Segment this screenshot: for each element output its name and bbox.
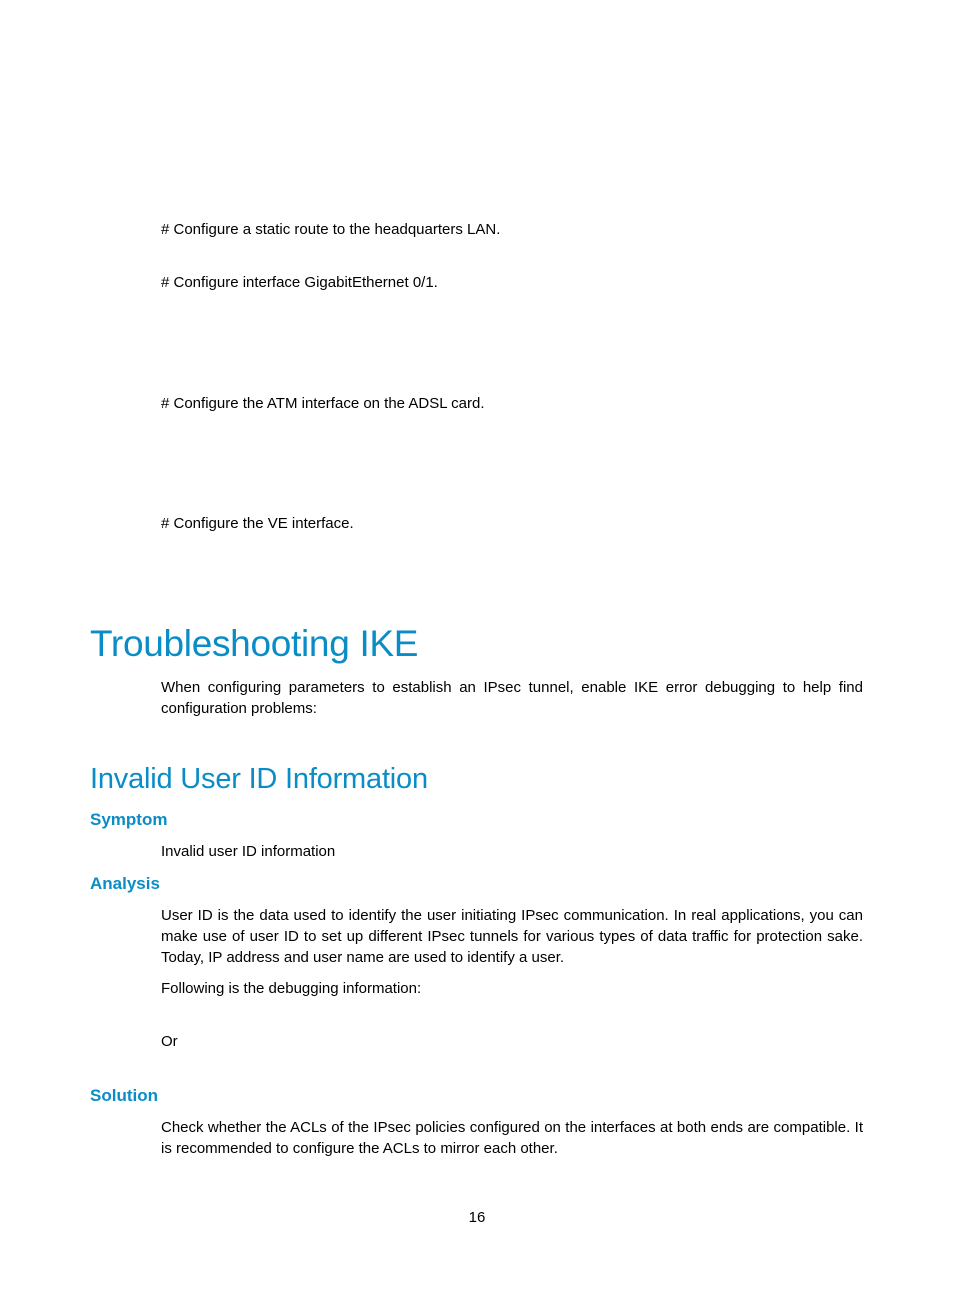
config-step-gigabitethernet: # Configure interface GigabitEthernet 0/1.	[161, 274, 438, 291]
or-text: Or	[161, 1033, 178, 1050]
solution-heading: Solution	[90, 1086, 158, 1105]
config-step-ve-interface: # Configure the VE interface.	[161, 515, 354, 532]
analysis-heading: Analysis	[90, 874, 160, 893]
analysis-paragraph: User ID is the data used to identify the user initiating IPsec communication. In real applications, you can make use of user ID to set up different IPsec tunnels for various types of data traffic for protection sake. Today, IP address and user name are used to identify a user.	[161, 907, 863, 966]
section-title: Invalid User ID Information	[90, 763, 428, 795]
symptom-heading: Symptom	[90, 810, 168, 829]
solution-paragraph: Check whether the ACLs of the IPsec policies configured on the interfaces at both ends are compatible. It is recommended to configure the ACLs to mirror each other.	[161, 1119, 863, 1157]
chapter-intro-paragraph: When configuring parameters to establish an IPsec tunnel, enable IKE error debugging to help find configuration problems:	[161, 679, 863, 717]
debug-intro-text: Following is the debugging information:	[161, 980, 422, 997]
config-step-static-route: # Configure a static route to the headquarters LAN.	[161, 221, 501, 238]
config-step-atm-interface: # Configure the ATM interface on the ADSL card.	[161, 395, 485, 412]
symptom-text: Invalid user ID information	[161, 843, 336, 860]
chapter-title: Troubleshooting IKE	[90, 623, 419, 664]
page-number: 16	[468, 1209, 486, 1226]
